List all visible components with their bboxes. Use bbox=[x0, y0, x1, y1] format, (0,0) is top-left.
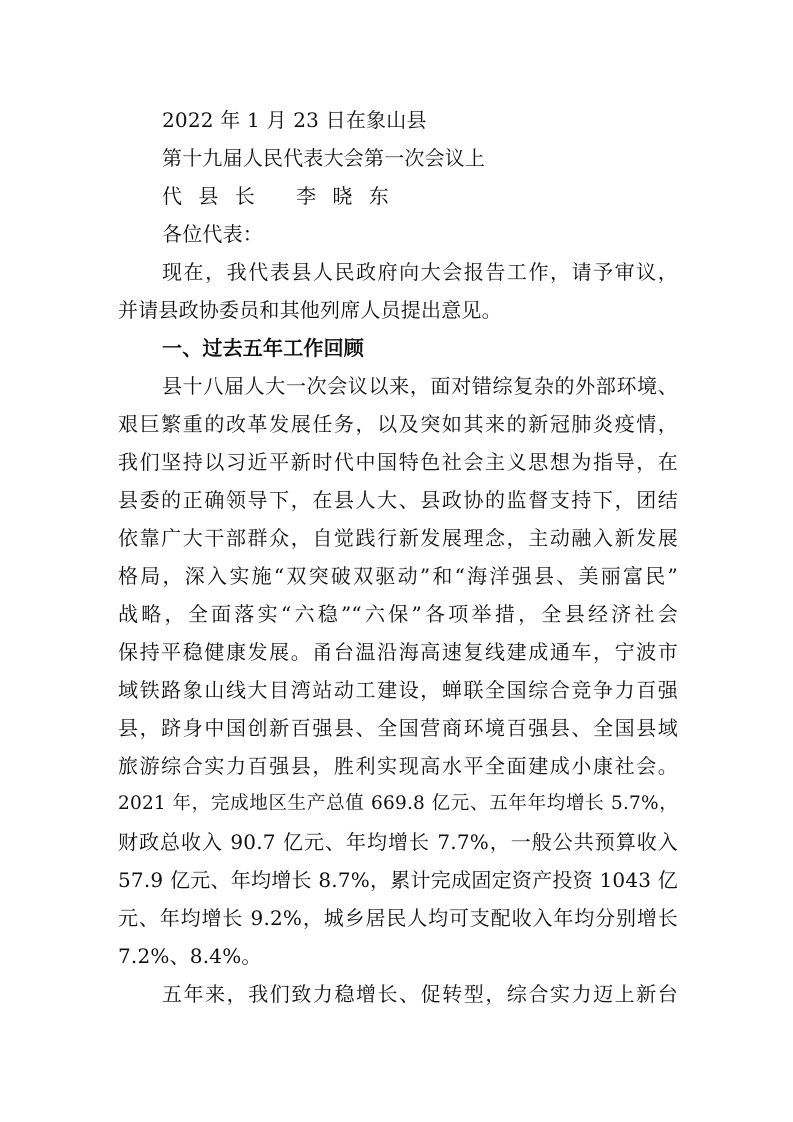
paragraph-line: 保持平稳健康发展。甬台温沿海高速复线建成通车，宁波市 bbox=[118, 640, 678, 664]
paragraph-line: 7.2%、8.4%。 bbox=[118, 944, 262, 968]
meeting-line: 第十九届人民代表大会第一次会议上 bbox=[162, 146, 486, 170]
paragraph-line: 域铁路象山线大目湾站动工建设，蝉联全国综合竞争力百强 bbox=[118, 678, 678, 702]
speaker-line: 代 县 长 李 晓 东 bbox=[162, 184, 394, 208]
report-date-line: 2022 年 1 月 23 日在象山县 bbox=[162, 108, 427, 132]
paragraph-line: 57.9 亿元、年均增长 8.7%，累计完成固定资产投资 1043 亿 bbox=[118, 868, 678, 892]
paragraph-line: 我们坚持以习近平新时代中国特色社会主义思想为指导，在 bbox=[118, 450, 678, 474]
paragraph-line: 县委的正确领导下，在县人大、县政协的监督支持下，团结 bbox=[118, 488, 678, 512]
paragraph-line: 战略，全面落实“六稳”“六保”各项举措，全县经济社会 bbox=[118, 602, 678, 626]
paragraph-line: 县，跻身中国创新百强县、全国营商环境百强县、全国县域 bbox=[118, 716, 678, 740]
paragraph-line: 县十八届人大一次会议以来，面对错综复杂的外部环境、 bbox=[162, 374, 678, 398]
paragraph-line: 元、年均增长 9.2%，城乡居民人均可支配收入年均分别增长 bbox=[118, 906, 678, 930]
paragraph-line: 旅游综合实力百强县，胜利实现高水平全面建成小康社会。 bbox=[118, 754, 678, 778]
paragraph-line: 依靠广大干部群众，自觉践行新发展理念，主动融入新发展 bbox=[118, 526, 678, 550]
intro-line: 并请县政协委员和其他列席人员提出意见。 bbox=[118, 298, 502, 322]
section-heading: 一、过去五年工作回顾 bbox=[162, 336, 364, 360]
paragraph-line: 五年来，我们致力稳增长、促转型，综合实力迈上新台 bbox=[162, 982, 678, 1006]
paragraph-line: 艰巨繁重的改革发展任务，以及突如其来的新冠肺炎疫情， bbox=[118, 412, 678, 436]
intro-line: 现在，我代表县人民政府向大会报告工作，请予审议， bbox=[162, 260, 678, 284]
paragraph-line: 2021 年，完成地区生产总值 669.8 亿元、五年年均增长 5.7%， bbox=[118, 793, 678, 814]
salutation: 各位代表： bbox=[162, 222, 263, 246]
paragraph-line: 格局，深入实施“双突破双驱动”和“海洋强县、美丽富民” bbox=[118, 564, 678, 588]
paragraph-line: 财政总收入 90.7 亿元、年均增长 7.7%，一般公共预算收入 bbox=[118, 830, 678, 854]
